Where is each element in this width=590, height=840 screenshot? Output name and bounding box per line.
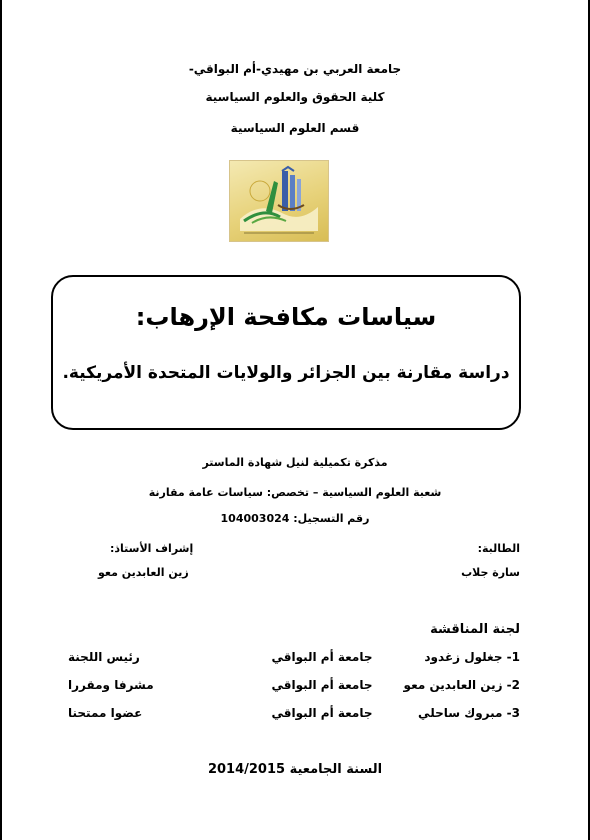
committee-member-university: جامعة أم البواقي — [271, 650, 373, 664]
thesis-note: مذكرة تكميلية لنيل شهادة الماستر — [202, 456, 388, 469]
student-name: سارة جلاب — [461, 566, 520, 579]
committee-title: لجنة المناقشة — [430, 622, 520, 637]
committee-member-name: 2- زين العابدين معو — [403, 678, 520, 692]
committee-member-role: مشرفا ومقررا — [68, 678, 154, 692]
registration-number: رقم التسجيل: 104003024 — [220, 512, 370, 525]
committee-member-university: جامعة أم البواقي — [271, 706, 373, 720]
supervisor-name: زين العابدين معو — [98, 566, 189, 579]
committee-member-university: جامعة أم البواقي — [271, 678, 373, 692]
supervisor-label: إشراف الأستاذ: — [110, 542, 194, 555]
university-logo-icon — [229, 160, 329, 242]
committee-member-role: عضوا ممتحنا — [68, 706, 143, 720]
committee-member-role: رئيس اللجنة — [68, 650, 140, 664]
thesis-title-box — [51, 275, 521, 430]
department-name: قسم العلوم السياسية — [230, 121, 360, 135]
committee-member-name: 3- مبروك ساحلي — [418, 706, 520, 720]
committee-member-name: 1- جغلول زغدود — [424, 650, 520, 664]
faculty-name: كلية الحقوق والعلوم السياسية — [205, 90, 385, 104]
thesis-subtitle: دراسة مقارنة بين الجزائر والولايات المتحدة الأمريكية. — [62, 363, 510, 383]
academic-year: السنة الجامعية 2014/2015 — [207, 762, 383, 777]
thesis-title: سياسات مكافحة الإرهاب: — [135, 303, 437, 331]
university-name: جامعة العربي بن مهيدي-أم البواقي- — [188, 62, 402, 76]
thesis-branch: شعبة العلوم السياسية – تخصص: سياسات عامة مقارنة — [148, 486, 442, 499]
student-label: الطالبة: — [477, 542, 520, 555]
